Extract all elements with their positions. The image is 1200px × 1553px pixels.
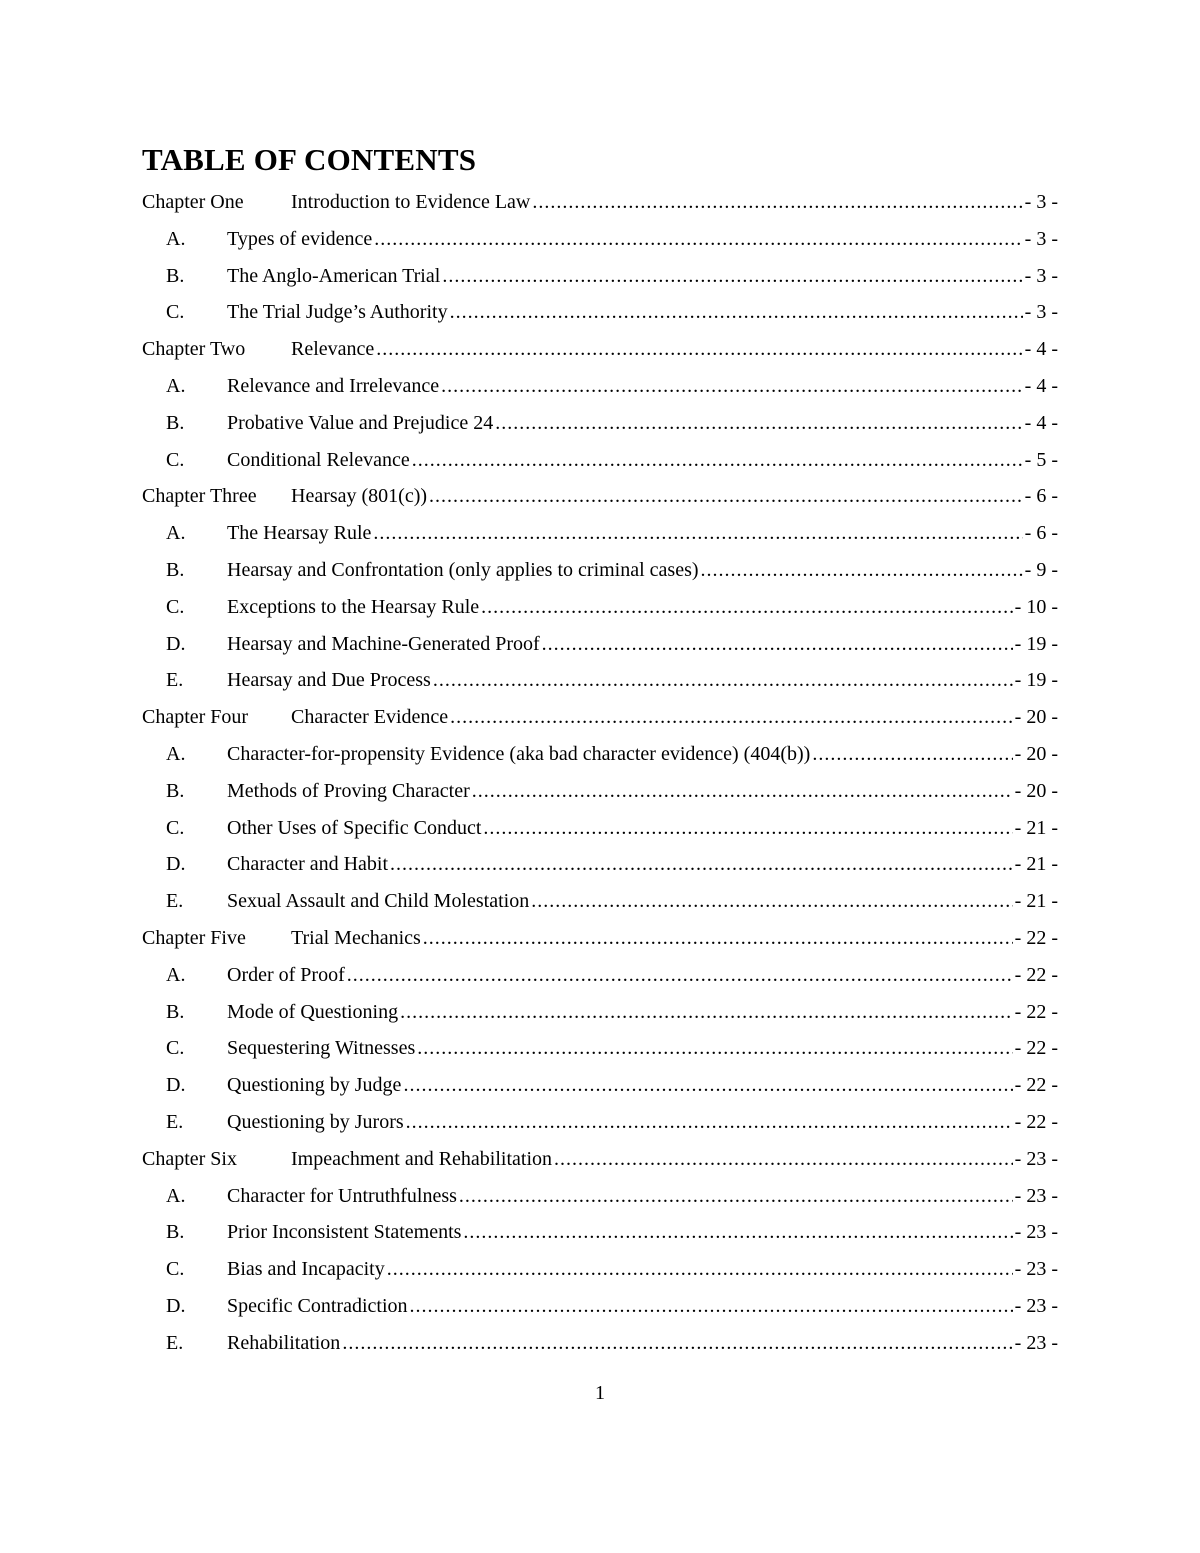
table-of-contents <box>142 184 1058 1362</box>
toc-chapter-entry[interactable] <box>142 920 1058 957</box>
toc-section-entry[interactable] <box>142 1104 1058 1141</box>
dot-leader <box>531 883 1012 919</box>
toc-chapter-entry[interactable] <box>142 331 1058 368</box>
dot-leader <box>532 184 1022 220</box>
entry-title: Hearsay (801(c)) <box>291 485 428 508</box>
entry-page-number: - 23 - <box>1014 1294 1058 1317</box>
toc-section-entry[interactable] <box>142 1178 1058 1215</box>
entry-title: Types of evidence <box>227 227 373 250</box>
dot-leader <box>450 699 1013 735</box>
entry-page-number: - 20 - <box>1014 742 1058 765</box>
toc-section-entry[interactable] <box>142 957 1058 994</box>
entry-page-number: - 4 - <box>1024 411 1058 434</box>
entry-title: The Hearsay Rule <box>227 522 372 545</box>
entry-page-number: - 19 - <box>1014 632 1058 655</box>
dot-leader <box>472 773 1013 809</box>
dot-leader <box>481 589 1013 625</box>
toc-section-entry[interactable] <box>142 773 1058 810</box>
section-letter: C. <box>166 448 185 471</box>
entry-page-number: - 6 - <box>1024 485 1058 508</box>
section-letter: D. <box>166 853 186 876</box>
entry-title: Relevance <box>291 338 375 361</box>
toc-section-entry[interactable] <box>142 552 1058 589</box>
entry-title: Sexual Assault and Child Molestation <box>227 890 530 913</box>
entry-page-number: - 23 - <box>1014 1331 1058 1354</box>
dot-leader <box>400 994 1013 1030</box>
toc-section-entry[interactable] <box>142 368 1058 405</box>
entry-title: Hearsay and Confrontation (only applies to criminal cases) <box>227 558 699 581</box>
entry-page-number: - 19 - <box>1014 669 1058 692</box>
entry-page-number: - 3 - <box>1024 301 1058 324</box>
entry-title: The Trial Judge’s Authority <box>227 301 448 324</box>
toc-section-entry[interactable] <box>142 294 1058 331</box>
entry-page-number: - 3 - <box>1024 227 1058 250</box>
dot-leader <box>812 736 1012 772</box>
entry-title: Mode of Questioning <box>227 1000 399 1023</box>
entry-page-number: - 22 - <box>1014 1000 1058 1023</box>
section-letter: B. <box>166 558 185 581</box>
section-letter: D. <box>166 1294 186 1317</box>
entry-page-number: - 9 - <box>1024 558 1058 581</box>
toc-section-entry[interactable] <box>142 846 1058 883</box>
chapter-label: Chapter One <box>142 191 244 213</box>
dot-leader <box>442 258 1022 294</box>
entry-page-number: - 21 - <box>1014 816 1058 839</box>
dot-leader <box>342 1325 1012 1361</box>
section-letter: A. <box>166 227 186 250</box>
section-letter: D. <box>166 1074 186 1097</box>
toc-chapter-entry[interactable] <box>142 184 1058 221</box>
toc-section-entry[interactable] <box>142 442 1058 479</box>
entry-page-number: - 4 - <box>1024 374 1058 397</box>
toc-section-entry[interactable] <box>142 589 1058 626</box>
page-title: TABLE OF CONTENTS <box>142 142 477 177</box>
dot-leader <box>433 662 1013 698</box>
entry-title: Character-for-propensity Evidence (aka bad character evidence) (404(b)) <box>227 742 811 765</box>
dot-leader <box>542 626 1013 662</box>
dot-leader <box>403 1067 1012 1103</box>
dot-leader <box>410 1288 1013 1324</box>
dot-leader <box>417 1030 1012 1066</box>
chapter-label: Chapter Five <box>142 926 246 949</box>
section-letter: E. <box>166 1331 184 1354</box>
entry-title: Methods of Proving Character <box>227 779 470 802</box>
toc-chapter-entry[interactable] <box>142 1141 1058 1178</box>
section-letter: C. <box>166 816 185 839</box>
entry-page-number: - 22 - <box>1014 1037 1058 1060</box>
section-letter: A. <box>166 742 186 765</box>
entry-title: Hearsay and Machine-Generated Proof <box>227 632 540 655</box>
section-letter: C. <box>166 1258 185 1281</box>
entry-title: The Anglo-American Trial <box>227 264 441 287</box>
entry-title: Sequestering Witnesses <box>227 1037 416 1060</box>
section-letter: C. <box>166 1037 185 1060</box>
entry-page-number: - 22 - <box>1014 963 1058 986</box>
section-letter: A. <box>166 374 186 397</box>
entry-title: Character and Habit <box>227 853 389 876</box>
toc-section-entry[interactable] <box>142 662 1058 699</box>
entry-page-number: - 6 - <box>1024 522 1058 545</box>
section-letter: E. <box>166 890 184 913</box>
entry-title: Character Evidence <box>291 706 449 729</box>
toc-section-entry[interactable] <box>142 810 1058 847</box>
toc-section-entry[interactable] <box>142 221 1058 258</box>
dot-leader <box>701 552 1023 588</box>
section-letter: B. <box>166 411 185 434</box>
entry-title: Probative Value and Prejudice 24 <box>227 411 494 434</box>
entry-title: Questioning by Jurors <box>227 1110 404 1133</box>
section-letter: B. <box>166 264 185 287</box>
entry-page-number: - 21 - <box>1014 853 1058 876</box>
entry-page-number: - 5 - <box>1024 448 1058 471</box>
entry-page-number: - 22 - <box>1014 926 1058 949</box>
dot-leader <box>412 442 1023 478</box>
entry-page-number: - 4 - <box>1024 338 1058 361</box>
entry-title: Prior Inconsistent Statements <box>227 1221 462 1244</box>
dot-leader <box>406 1104 1013 1140</box>
entry-title: Rehabilitation <box>227 1331 341 1354</box>
entry-title: Conditional Relevance <box>227 448 410 471</box>
section-letter: B. <box>166 1000 185 1023</box>
section-letter: A. <box>166 963 186 986</box>
entry-page-number: - 23 - <box>1014 1221 1058 1244</box>
toc-section-entry[interactable] <box>142 994 1058 1031</box>
entry-title: Exceptions to the Hearsay Rule <box>227 595 480 618</box>
entry-title: Introduction to Evidence Law <box>291 191 531 213</box>
dot-leader <box>483 810 1012 846</box>
toc-section-entry[interactable] <box>142 883 1058 920</box>
chapter-label: Chapter Two <box>142 338 246 361</box>
toc-section-entry[interactable] <box>142 1325 1058 1362</box>
toc-section-entry[interactable] <box>142 258 1058 295</box>
toc-section-entry[interactable] <box>142 1214 1058 1251</box>
entry-title: Other Uses of Specific Conduct <box>227 816 482 839</box>
toc-section-entry[interactable] <box>142 736 1058 773</box>
entry-page-number: - 23 - <box>1014 1258 1058 1281</box>
dot-leader <box>423 920 1013 956</box>
dot-leader <box>374 221 1022 257</box>
dot-leader <box>373 515 1022 551</box>
entry-page-number: - 20 - <box>1014 779 1058 802</box>
section-letter: B. <box>166 779 185 802</box>
dot-leader <box>554 1141 1013 1177</box>
toc-section-entry[interactable] <box>142 1067 1058 1104</box>
toc-section-entry[interactable] <box>142 515 1058 552</box>
section-letter: C. <box>166 595 185 618</box>
section-letter: D. <box>166 632 186 655</box>
entry-page-number: - 10 - <box>1014 595 1058 618</box>
entry-title: Character for Untruthfulness <box>227 1184 457 1207</box>
section-letter: A. <box>166 522 186 545</box>
section-letter: C. <box>166 301 185 324</box>
entry-title: Bias and Incapacity <box>227 1258 385 1281</box>
chapter-label: Chapter Six <box>142 1147 237 1170</box>
dot-leader <box>376 331 1022 367</box>
toc-section-entry[interactable] <box>142 1030 1058 1067</box>
entry-page-number: - 22 - <box>1014 1074 1058 1097</box>
entry-title: Questioning by Judge <box>227 1074 402 1097</box>
dot-leader <box>450 294 1023 330</box>
dot-leader <box>429 478 1023 514</box>
dot-leader <box>495 405 1022 441</box>
section-letter: A. <box>166 1184 186 1207</box>
entry-page-number: - 20 - <box>1014 706 1058 729</box>
dot-leader <box>390 846 1013 882</box>
section-letter: B. <box>166 1221 185 1244</box>
entry-page-number: - 23 - <box>1014 1147 1058 1170</box>
dot-leader <box>387 1251 1013 1287</box>
entry-title: Hearsay and Due Process <box>227 669 431 692</box>
entry-page-number: - 21 - <box>1014 890 1058 913</box>
toc-chapter-entry[interactable] <box>142 478 1058 515</box>
entry-page-number: - 3 - <box>1024 191 1058 213</box>
toc-chapter-entry[interactable] <box>142 699 1058 736</box>
dot-leader <box>441 368 1023 404</box>
page-number: 1 <box>595 1382 605 1404</box>
dot-leader <box>459 1178 1013 1214</box>
entry-title: Specific Contradiction <box>227 1294 408 1317</box>
entry-page-number: - 22 - <box>1014 1110 1058 1133</box>
dot-leader <box>347 957 1013 993</box>
entry-title: Order of Proof <box>227 963 345 986</box>
chapter-label: Chapter Three <box>142 485 257 508</box>
entry-title: Trial Mechanics <box>291 926 421 949</box>
section-letter: E. <box>166 1110 184 1133</box>
entry-title: Impeachment and Rehabilitation <box>291 1147 553 1170</box>
section-letter: E. <box>166 669 184 692</box>
chapter-label: Chapter Four <box>142 706 249 729</box>
entry-page-number: - 3 - <box>1024 264 1058 287</box>
toc-section-entry[interactable] <box>142 1288 1058 1325</box>
entry-title: Relevance and Irrelevance <box>227 374 440 397</box>
toc-section-entry[interactable] <box>142 1251 1058 1288</box>
dot-leader <box>463 1214 1012 1250</box>
entry-page-number: - 23 - <box>1014 1184 1058 1207</box>
toc-section-entry[interactable] <box>142 626 1058 663</box>
toc-section-entry[interactable] <box>142 405 1058 442</box>
